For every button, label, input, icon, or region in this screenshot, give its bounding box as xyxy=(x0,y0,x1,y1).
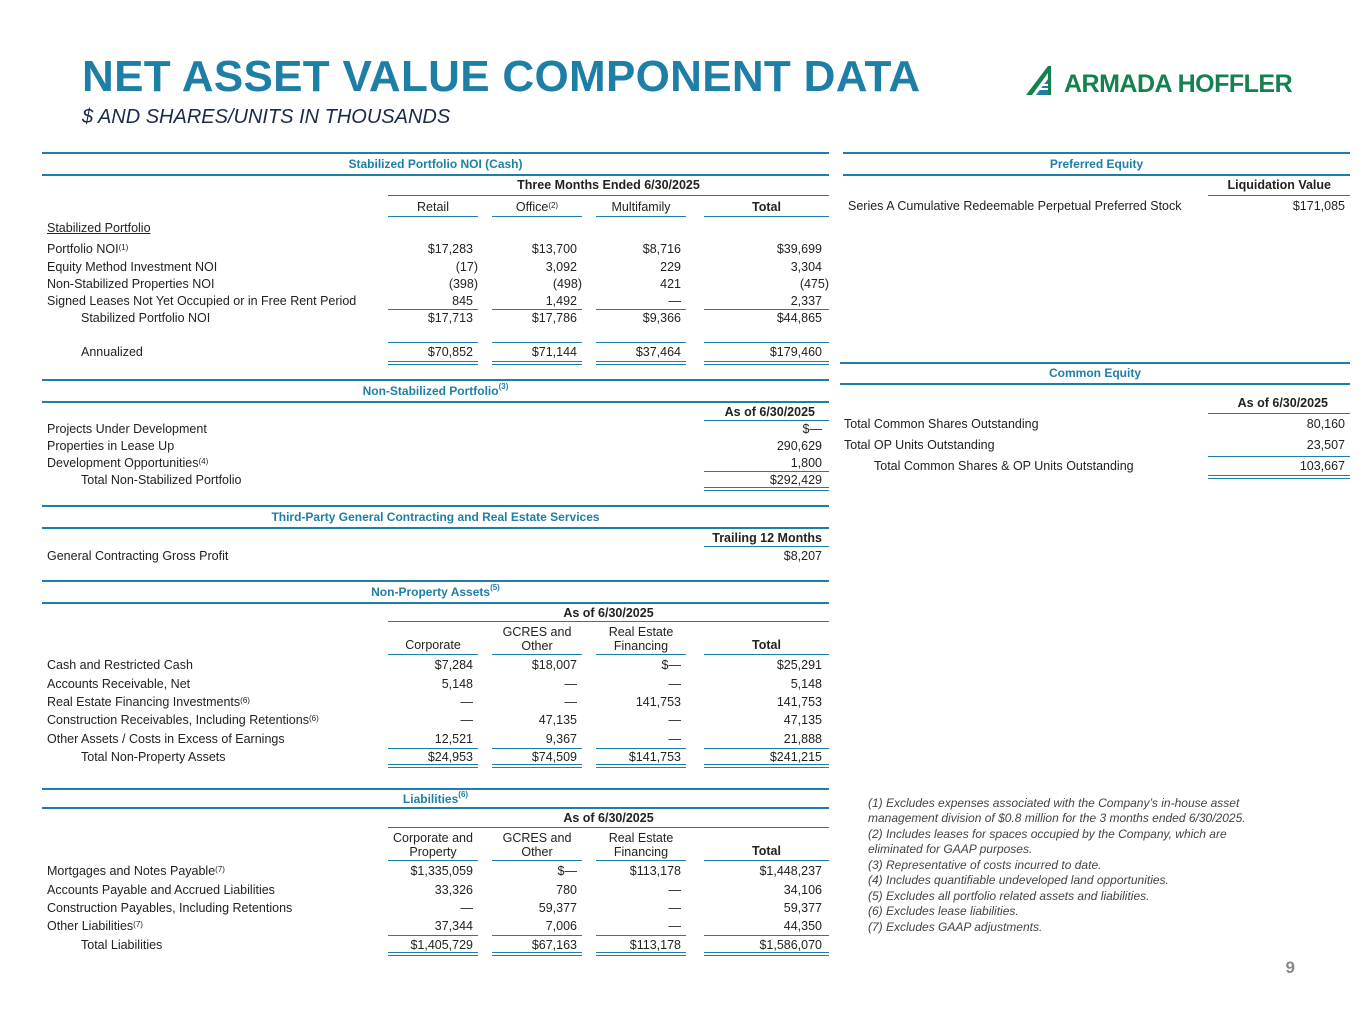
table-cell: 80,160 xyxy=(1306,417,1345,431)
table-cell: Properties in Lease Up xyxy=(47,439,175,453)
table-cell: Equity Method Investment NOI xyxy=(47,260,218,274)
table-cell: 290,629 xyxy=(776,439,822,453)
table-cell: 1,800 xyxy=(790,456,822,470)
table-cell: 780 xyxy=(556,883,577,897)
footnote-line: eliminated for GAAP purposes. xyxy=(868,842,1033,856)
table-cell: Real Estate Financing Investments$^{(6)}$ xyxy=(47,695,250,709)
footnote-line: management division of $0.8 million for the 3 months ended 6/30/2025. xyxy=(868,811,1246,825)
table-cell: (498) xyxy=(552,277,582,291)
table-cell: $17,283 xyxy=(427,242,473,256)
footnote-line: (6) Excludes lease liabilities. xyxy=(868,904,1019,918)
table-cell: Cash and Restricted Cash xyxy=(47,658,193,672)
table-cell: Accounts Payable and Accrued Liabilities xyxy=(47,883,275,897)
table-cell: 23,507 xyxy=(1306,438,1345,452)
table-cell: Total Non-Property Assets xyxy=(81,750,226,764)
table-cell: 44,350 xyxy=(783,919,822,933)
table-cell: — xyxy=(460,713,473,727)
company-logo xyxy=(1024,64,1304,98)
npa-col-gcres: GCRES and Other xyxy=(502,625,572,653)
table-cell: $171,085 xyxy=(1292,199,1345,213)
table-cell: $113,178 xyxy=(629,938,681,952)
table-cell: (398) xyxy=(448,277,478,291)
table-cell: $44,865 xyxy=(776,311,822,325)
table-cell: 1,492 xyxy=(545,294,577,308)
table-cell: — xyxy=(460,901,473,915)
logo-text: ARMADA HOFFLER xyxy=(1064,70,1293,98)
table-cell: $70,852 xyxy=(427,345,473,359)
noi-period: Three Months Ended 6/30/2025 xyxy=(517,178,700,192)
table-cell: Series A Cumulative Redeemable Perpetual Preferred Stock xyxy=(848,199,1182,213)
footnote-line: (5) Excludes all portfolio related assets and liabilities. xyxy=(868,889,1150,903)
table-cell: 47,135 xyxy=(538,713,577,727)
table-cell: Non-Stabilized Properties NOI xyxy=(47,277,215,291)
liab-col-total: Total xyxy=(752,844,781,858)
table-cell: 37,344 xyxy=(434,919,473,933)
table-cell: 59,377 xyxy=(783,901,822,915)
table-cell: Total OP Units Outstanding xyxy=(844,438,995,452)
table-cell: Development Opportunities$^{(4)}$ xyxy=(47,456,209,470)
table-cell: Total Liabilities xyxy=(81,938,163,952)
table-cell: (17) xyxy=(455,260,478,274)
table-cell: 3,092 xyxy=(545,260,577,274)
table-cell: 21,888 xyxy=(783,732,822,746)
table-cell: — xyxy=(668,901,681,915)
pref-title: Preferred Equity xyxy=(1049,157,1144,171)
table-cell: 141,753 xyxy=(776,695,822,709)
page-number: 9 xyxy=(1285,958,1295,977)
table-cell: $13,700 xyxy=(531,242,577,256)
liab-col-gcres: GCRES and Other xyxy=(502,831,572,859)
table-cell: $8,207 xyxy=(783,549,822,563)
table-cell: — xyxy=(564,695,577,709)
table-cell: 59,377 xyxy=(538,901,577,915)
liab-col-ref: Real Estate Financing xyxy=(608,831,674,859)
common-title: Common Equity xyxy=(1049,366,1141,380)
col-total: Total xyxy=(752,200,781,214)
table-cell: Annualized xyxy=(81,345,143,359)
table-cell: 845 xyxy=(452,294,473,308)
pref-col: Liquidation Value xyxy=(1227,178,1331,192)
table-cell: Construction Receivables, Including Retentions$^{(6)}$ xyxy=(47,713,319,727)
table-cell: — xyxy=(668,677,681,691)
table-cell: Accounts Receivable, Net xyxy=(47,677,191,691)
table-cell: $37,464 xyxy=(635,345,681,359)
table-cell: (475) xyxy=(799,277,829,291)
noi-title: Stabilized Portfolio NOI (Cash) xyxy=(348,157,523,171)
table-cell: $24,953 xyxy=(427,750,473,764)
table-cell: Total Common Shares Outstanding xyxy=(844,417,1039,431)
liab-title: Liabilities$^{(6)}$ xyxy=(402,790,469,806)
footnote-line: (4) Includes quantifiable undeveloped land opportunities. xyxy=(868,873,1169,887)
table-cell: $7,284 xyxy=(434,658,473,672)
table-cell: Construction Payables, Including Retentions xyxy=(47,901,293,915)
footnote-line: (3) Representative of costs incurred to date. xyxy=(868,858,1102,872)
logo-mark-icon xyxy=(1024,64,1058,98)
table-cell: 5,148 xyxy=(441,677,473,691)
table-cell: $67,163 xyxy=(531,938,577,952)
col-retail: Retail xyxy=(417,200,449,214)
npa-col-corporate: Corporate xyxy=(405,638,461,652)
table-cell: $74,509 xyxy=(531,750,577,764)
table-cell: Portfolio NOI$^{(1)}$ xyxy=(47,242,129,256)
npa-title: Non-Property Assets$^{(5)}$ xyxy=(371,583,500,599)
liab-period: As of 6/30/2025 xyxy=(563,811,654,825)
nonstab-col: As of 6/30/2025 xyxy=(724,405,815,419)
col-office: Office$^{(2)}$ xyxy=(515,200,559,214)
table-cell: — xyxy=(668,713,681,727)
table-cell: 229 xyxy=(660,260,681,274)
stabilized-portfolio-heading: Stabilized Portfolio xyxy=(47,221,151,235)
table-cell: $179,460 xyxy=(769,345,822,359)
table-cell: 5,148 xyxy=(790,677,822,691)
npa-col-ref: Real Estate Financing xyxy=(608,625,674,653)
table-cell: $292,429 xyxy=(769,473,822,487)
footnote-line: (2) Includes leases for spaces occupied by the Company, which are xyxy=(868,827,1227,841)
table-cell: 34,106 xyxy=(783,883,822,897)
nonstab-title: Non-Stabilized Portfolio$^{(3)}$ xyxy=(362,382,509,398)
footnote-line: (7) Excludes GAAP adjustments. xyxy=(868,920,1043,934)
thirdparty-col: Trailing 12 Months xyxy=(712,531,822,545)
table-cell: $25,291 xyxy=(776,658,822,672)
table-cell: 141,753 xyxy=(635,695,681,709)
table-cell: 7,006 xyxy=(545,919,577,933)
table-cell: $1,405,729 xyxy=(410,938,473,952)
table-cell: $17,786 xyxy=(531,311,577,325)
table-cell: Stabilized Portfolio NOI xyxy=(81,311,211,325)
footnote-line: (1) Excludes expenses associated with the Company’s in-house asset xyxy=(868,796,1240,810)
table-cell: $— xyxy=(557,864,577,878)
table-cell: 9,367 xyxy=(545,732,577,746)
table-cell: Projects Under Development xyxy=(47,422,207,436)
table-cell: $1,335,059 xyxy=(410,864,473,878)
table-cell: Other Assets / Costs in Excess of Earnings xyxy=(47,732,285,746)
table-cell: — xyxy=(668,732,681,746)
npa-col-total: Total xyxy=(752,638,781,652)
table-cell: Other Liabilities$^{(7)}$ xyxy=(47,919,143,933)
table-cell: Signed Leases Not Yet Occupied or in Free Rent Period xyxy=(47,294,357,308)
page-title: NET ASSET VALUE COMPONENT DATA xyxy=(82,52,921,101)
table-cell: $8,716 xyxy=(642,242,681,256)
table-cell: — xyxy=(668,294,681,308)
table-cell: $1,448,237 xyxy=(759,864,822,878)
table-cell: $39,699 xyxy=(776,242,822,256)
thirdparty-title: Third-Party General Contracting and Real Estate Services xyxy=(271,510,600,524)
liab-col-corp: Corporate and Property xyxy=(393,831,473,859)
table-cell: 47,135 xyxy=(783,713,822,727)
table-cell: Mortgages and Notes Payable$^{(7)}$ xyxy=(47,864,225,878)
table-cell: — xyxy=(564,677,577,691)
table-cell: Total Common Shares & OP Units Outstanding xyxy=(874,459,1134,473)
common-col: As of 6/30/2025 xyxy=(1237,396,1328,410)
table-cell: $1,586,070 xyxy=(759,938,822,952)
table-cell: 3,304 xyxy=(790,260,822,274)
table-cell: $18,007 xyxy=(531,658,577,672)
table-cell: Total Non-Stabilized Portfolio xyxy=(81,473,242,487)
table-cell: 2,337 xyxy=(790,294,822,308)
table-cell: $113,178 xyxy=(629,864,681,878)
table-cell: $241,215 xyxy=(769,750,822,764)
table-cell: $141,753 xyxy=(628,750,681,764)
table-cell: 421 xyxy=(660,277,681,291)
table-cell: 12,521 xyxy=(434,732,473,746)
table-cell: — xyxy=(460,695,473,709)
table-cell: — xyxy=(668,919,681,933)
table-cell: $71,144 xyxy=(531,345,577,359)
col-multifamily: Multifamily xyxy=(611,200,671,214)
table-cell: $— xyxy=(661,658,681,672)
table-cell: 103,667 xyxy=(1299,459,1345,473)
table-cell: $17,713 xyxy=(427,311,473,325)
page-subtitle: $ AND SHARES/UNITS IN THOUSANDS xyxy=(82,106,451,128)
table-cell: $— xyxy=(802,422,822,436)
table-cell: — xyxy=(668,883,681,897)
npa-period: As of 6/30/2025 xyxy=(563,606,654,620)
table-cell: General Contracting Gross Profit xyxy=(47,549,229,563)
table-cell: 33,326 xyxy=(434,883,473,897)
table-cell: $9,366 xyxy=(642,311,681,325)
